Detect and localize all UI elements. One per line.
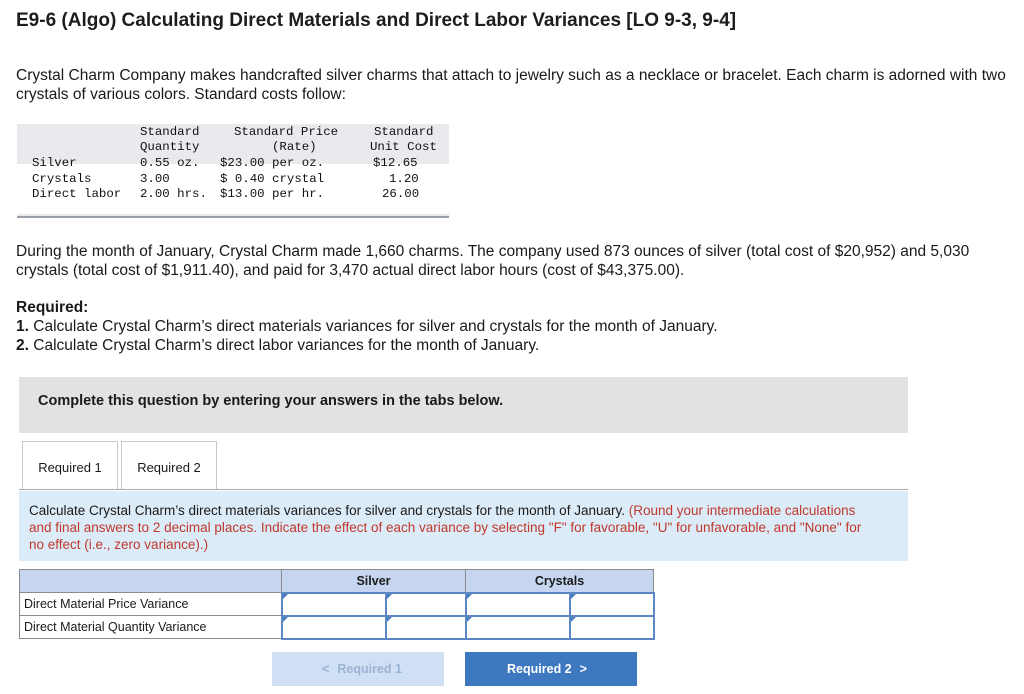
silver-price-variance-effect-select[interactable] xyxy=(386,593,466,616)
std-row-name: Crystals xyxy=(32,172,92,186)
tab-label: Required 2 xyxy=(137,460,201,475)
previous-button-label: Required 1 xyxy=(337,662,402,676)
chevron-left-icon: < xyxy=(322,662,330,676)
tab-required-1[interactable] xyxy=(22,441,118,489)
scenario-paragraph: During the month of January, Crystal Charm made 1,660 charms. The company used 873 ounces of silver (total cost of $20,952) and 5,030 crystals (total cost of $1,911.40), and paid for 3,470 actual direct labor hours (cost of $43,375.00). xyxy=(16,243,970,279)
required-item-1 xyxy=(16,318,718,336)
instructions-note: (Round your intermediate calculations and final answers to 2 decimal places. Indicate the effect of each variance by selecting "F" for favorable, "U" for unfavorable, and "None" for no effect (i.e., zero variance).) xyxy=(29,503,862,552)
required-item-1-text: Calculate Crystal Charm’s direct materials variances for silver and crystals for the month of January. xyxy=(33,318,718,335)
std-qty-header-2: Quantity xyxy=(140,140,200,154)
tab-required-2[interactable] xyxy=(121,441,217,489)
std-row-name: Direct labor xyxy=(32,187,122,201)
std-row-cost: 1.20 xyxy=(389,172,419,186)
std-cost-header-2: Unit Cost xyxy=(370,140,437,154)
crystals-column-header: Crystals xyxy=(466,570,654,593)
required-item-1-number: 1. xyxy=(16,318,29,335)
std-row-qty: 2.00 hrs. xyxy=(140,187,207,201)
silver-quantity-variance-amount-input[interactable] xyxy=(282,616,386,639)
banner-text: Complete this question by entering your answers in the tabs below. xyxy=(38,393,504,409)
next-button-label: Required 2 xyxy=(507,662,572,676)
std-row-qty: 0.55 oz. xyxy=(140,156,200,170)
row-label-price-variance: Direct Material Price Variance xyxy=(20,593,282,616)
silver-price-variance-amount-input[interactable] xyxy=(282,593,386,616)
page-title: E9-6 (Algo) Calculating Direct Materials and Direct Labor Variances [LO 9-3, 9-4] xyxy=(16,10,737,31)
crystals-quantity-variance-amount-input[interactable] xyxy=(466,616,570,639)
crystals-price-variance-effect-select[interactable] xyxy=(570,593,654,616)
question-instructions xyxy=(19,491,908,561)
tab-divider xyxy=(19,489,908,490)
standard-costs-table xyxy=(17,124,449,218)
std-row-qty: 3.00 xyxy=(140,172,170,186)
instruction-banner xyxy=(19,377,908,433)
intro-text: Crystal Charm Company makes handcrafted silver charms that attach to jewelry such as a necklace or bracelet. Each charm is adorned with two crystals of various colors. Standard costs follow: xyxy=(16,67,1006,103)
std-row-price: $13.00 per hr. xyxy=(220,187,325,201)
std-cost-header-1: Standard xyxy=(374,125,434,139)
chevron-right-icon: > xyxy=(579,662,587,676)
tab-label: Required 1 xyxy=(38,460,102,475)
required-item-2-text: Calculate Crystal Charm’s direct labor variances for the month of January. xyxy=(33,337,540,354)
std-price-header-2: (Rate) xyxy=(272,140,317,154)
std-row-price: $23.00 per oz. xyxy=(220,156,325,170)
variance-answer-table xyxy=(19,569,655,640)
previous-required-button[interactable] xyxy=(272,652,444,686)
std-row-cost: $12.65 xyxy=(373,156,418,170)
required-item-2-number: 2. xyxy=(16,337,29,354)
std-price-header-1: Standard Price xyxy=(234,125,339,139)
blank-header xyxy=(20,570,282,593)
crystals-price-variance-amount-input[interactable] xyxy=(466,593,570,616)
std-row-price: $ 0.40 crystal xyxy=(220,172,325,186)
next-required-button[interactable] xyxy=(465,652,637,686)
silver-quantity-variance-effect-select[interactable] xyxy=(386,616,466,639)
silver-column-header: Silver xyxy=(282,570,466,593)
crystals-quantity-variance-effect-select[interactable] xyxy=(570,616,654,639)
std-row-name: Silver xyxy=(32,156,77,170)
required-heading: Required: xyxy=(16,299,89,316)
std-qty-header-1: Standard xyxy=(140,125,200,139)
instructions-main: Calculate Crystal Charm’s direct materials variances for silver and crystals for the month of January. xyxy=(29,503,625,518)
required-item-2 xyxy=(16,337,539,355)
std-row-cost: 26.00 xyxy=(382,187,420,201)
row-label-quantity-variance: Direct Material Quantity Variance xyxy=(20,616,282,639)
